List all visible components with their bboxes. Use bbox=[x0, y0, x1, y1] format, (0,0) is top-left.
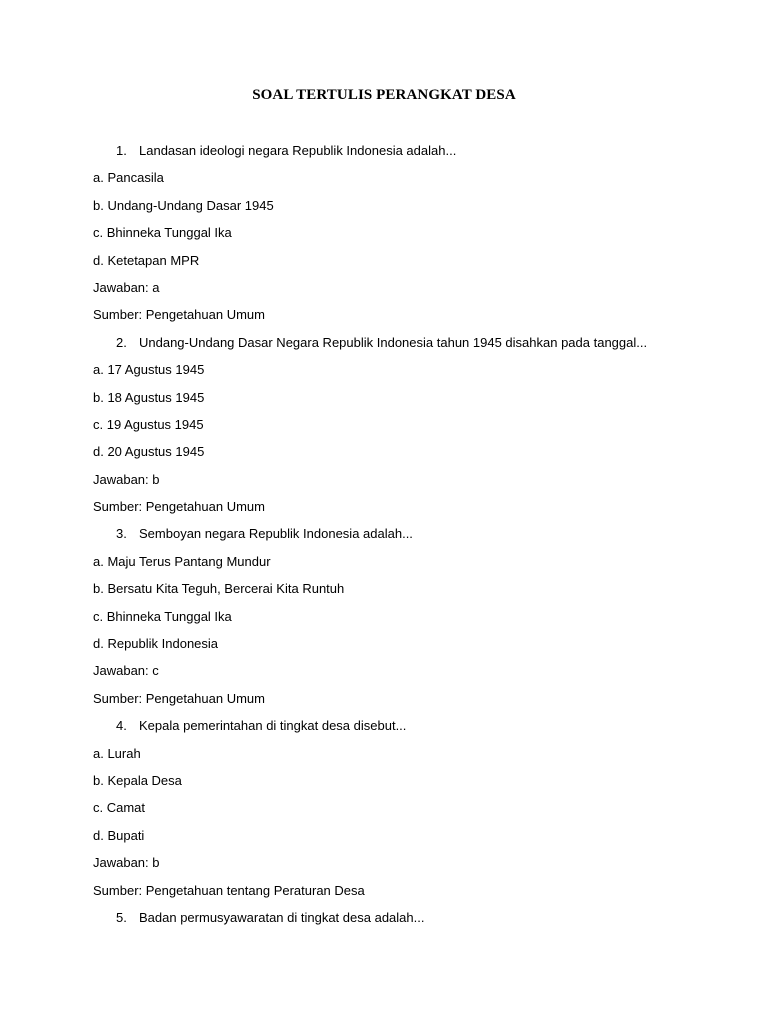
option-line: d. Ketetapan MPR bbox=[93, 252, 200, 268]
question-item bbox=[0, 141, 768, 168]
option-line: b. Kepala Desa bbox=[93, 772, 182, 788]
option-line: c. Bhinneka Tunggal Ika bbox=[93, 225, 232, 241]
option-line: b. Undang-Undang Dasar 1945 bbox=[93, 197, 274, 213]
option-line: d. 20 Agustus 1945 bbox=[93, 444, 205, 460]
answer-line: Jawaban: a bbox=[93, 279, 160, 295]
option-line: a. 17 Agustus 1945 bbox=[93, 362, 205, 378]
option-line: b. Bersatu Kita Teguh, Bercerai Kita Runtuh bbox=[93, 581, 345, 597]
option-line: a. Lurah bbox=[93, 745, 141, 761]
option-line: a. Maju Terus Pantang Mundur bbox=[93, 553, 271, 569]
question-text: Undang-Undang Dasar Negara Republik Indonesia tahun 1945 disahkan pada tanggal... bbox=[139, 334, 648, 350]
option-line: c. 19 Agustus 1945 bbox=[93, 416, 204, 432]
option-line: a. Pancasila bbox=[93, 170, 164, 186]
document-body bbox=[0, 141, 768, 935]
question-text: Badan permusyawaratan di tingkat desa adalah... bbox=[139, 909, 425, 925]
question-item bbox=[0, 524, 768, 551]
question-number: 1. bbox=[116, 143, 127, 158]
document-title: SOAL TERTULIS PERANGKAT DESA bbox=[252, 87, 516, 103]
question-number: 2. bbox=[116, 334, 127, 350]
source-line: Sumber: Pengetahuan tentang Peraturan Desa bbox=[93, 882, 365, 898]
source-line: Sumber: Pengetahuan Umum bbox=[93, 499, 265, 515]
question-item bbox=[0, 908, 768, 935]
option-line: b. 18 Agustus 1945 bbox=[93, 389, 205, 405]
option-line: d. Bupati bbox=[93, 827, 145, 843]
answer-line: Jawaban: b bbox=[93, 471, 160, 487]
question-number: 5. bbox=[116, 909, 127, 925]
option-line: c. Bhinneka Tunggal Ika bbox=[93, 608, 232, 624]
question-text: Semboyan negara Republik Indonesia adalah... bbox=[139, 526, 413, 542]
question-number: 4. bbox=[116, 718, 127, 734]
question-text: Landasan ideologi negara Republik Indonesia adalah... bbox=[139, 143, 457, 158]
question-item bbox=[0, 333, 768, 360]
answer-line: Jawaban: c bbox=[93, 663, 159, 679]
answer-line: Jawaban: b bbox=[93, 855, 160, 871]
option-line: c. Camat bbox=[93, 800, 146, 816]
question-item bbox=[0, 716, 768, 743]
question-text: Kepala pemerintahan di tingkat desa disebut... bbox=[139, 718, 407, 734]
source-line: Sumber: Pengetahuan Umum bbox=[93, 690, 265, 706]
question-number: 3. bbox=[116, 526, 127, 542]
option-line: d. Republik Indonesia bbox=[93, 636, 219, 652]
source-line: Sumber: Pengetahuan Umum bbox=[93, 307, 265, 323]
